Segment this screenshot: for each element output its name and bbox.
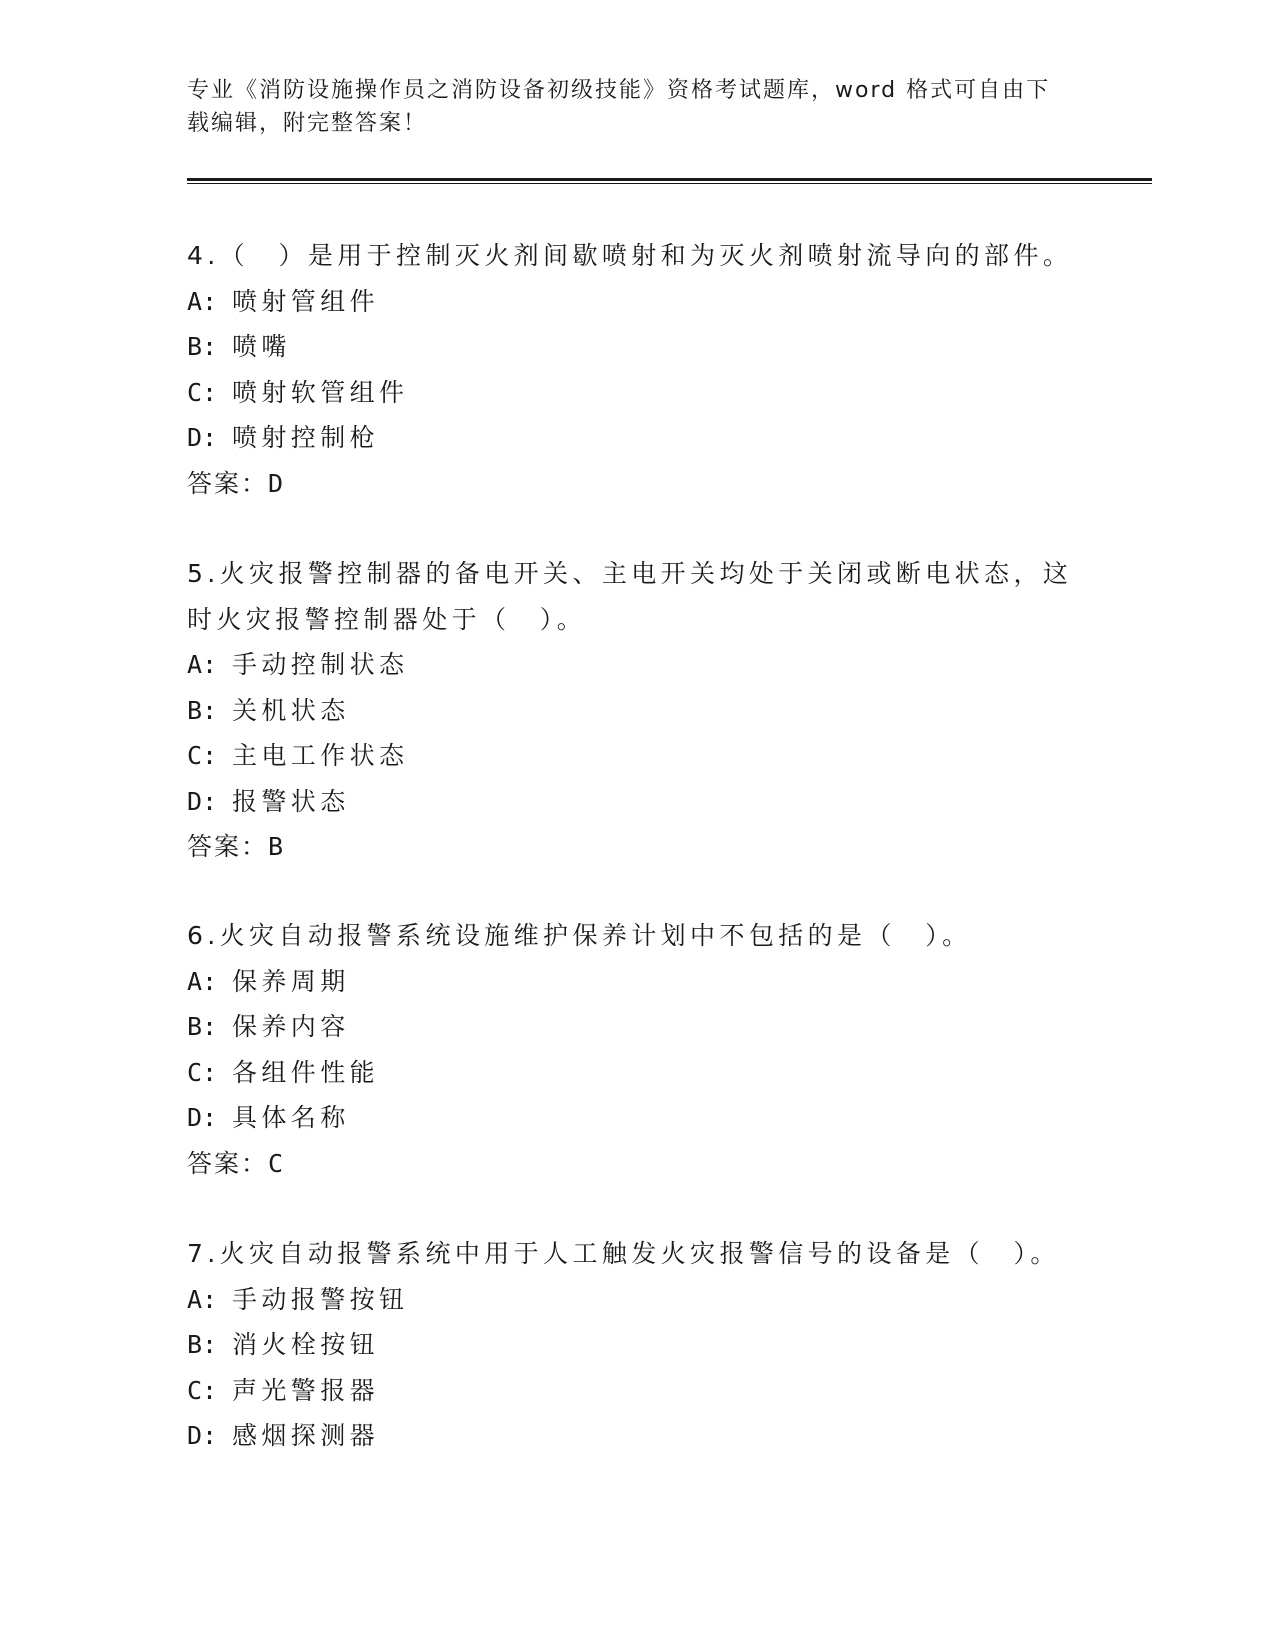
option-b: [187, 1322, 1087, 1368]
option-letter: B:: [187, 1330, 218, 1359]
option-letter: C:: [187, 1375, 218, 1405]
option-c: [187, 1050, 1087, 1096]
option-b: [187, 688, 1087, 734]
answer-label: 答案：: [187, 468, 269, 498]
option-text: 主电工作状态: [232, 741, 409, 770]
question-text: [187, 233, 1087, 279]
option-b: [187, 324, 1087, 370]
question-text: [187, 1231, 1087, 1277]
option-text: 感烟探测器: [232, 1421, 380, 1450]
option-letter: A:: [187, 966, 218, 996]
option-text: 报警状态: [232, 786, 350, 816]
answer-line: [187, 1141, 1087, 1187]
option-d: [187, 1413, 1087, 1459]
question-stem: 火灾报警控制器的备电开关、主电开关均处于关闭或断电状态，这时火灾报警控制器处于（ ）。: [187, 559, 1073, 634]
option-text: 保养周期: [232, 966, 350, 996]
question-stem: （ ）是用于控制灭火剂间歇喷射和为灭火剂喷射流导向的部件。: [219, 241, 1073, 270]
option-text: 喷射管组件: [232, 286, 380, 316]
answer-value: C: [268, 1148, 284, 1178]
option-text: 喷射软管组件: [232, 377, 409, 407]
header-divider-thin: [187, 183, 1152, 184]
option-letter: D:: [187, 786, 218, 816]
option-text: 手动报警按钮: [232, 1284, 409, 1314]
option-d: [187, 1095, 1087, 1141]
option-d: [187, 415, 1087, 461]
option-a: [187, 642, 1087, 688]
option-letter: A:: [187, 650, 218, 679]
option-letter: D:: [187, 1103, 218, 1132]
answer-line: [187, 461, 1087, 507]
option-letter: A:: [187, 286, 218, 316]
option-d: [187, 779, 1087, 825]
option-letter: C:: [187, 1057, 218, 1087]
option-text: 关机状态: [232, 695, 350, 725]
question-5: [187, 551, 1087, 870]
question-text: [187, 551, 1087, 642]
option-text: 声光警报器: [232, 1375, 380, 1405]
question-text: [187, 913, 1087, 959]
option-text: 手动控制状态: [232, 650, 409, 679]
option-b: [187, 1004, 1087, 1050]
option-c: [187, 370, 1087, 416]
option-letter: B:: [187, 1012, 218, 1041]
option-c: [187, 733, 1087, 779]
option-text: 具体名称: [232, 1103, 350, 1132]
option-c: [187, 1368, 1087, 1414]
answer-label: 答案：: [187, 832, 269, 861]
option-letter: D:: [187, 1421, 218, 1450]
question-number: 6.: [187, 921, 220, 950]
option-a: [187, 1277, 1087, 1323]
option-letter: B:: [187, 332, 218, 361]
option-text: 各组件性能: [232, 1057, 380, 1087]
answer-value: D: [268, 468, 284, 498]
option-letter: B:: [187, 695, 218, 725]
document-header: 专业《消防设施操作员之消防设备初级技能》资格考试题库，word 格式可自由下载编辑，附完整答案！: [187, 78, 1051, 136]
option-text: 喷嘴: [232, 332, 291, 361]
question-7: [187, 1231, 1087, 1459]
answer-label: 答案：: [187, 1148, 269, 1178]
answer-value: B: [268, 832, 284, 861]
option-letter: D:: [187, 423, 218, 452]
option-letter: C:: [187, 741, 218, 770]
option-text: 喷射控制枪: [232, 423, 380, 452]
header-divider-thick: [187, 178, 1152, 181]
question-6: [187, 913, 1087, 1186]
option-a: [187, 959, 1087, 1005]
option-letter: C:: [187, 377, 218, 407]
option-text: 保养内容: [232, 1012, 350, 1041]
question-stem: 火灾自动报警系统中用于人工触发火灾报警信号的设备是（ ）。: [219, 1239, 1060, 1268]
option-letter: A:: [187, 1284, 218, 1314]
answer-line: [187, 824, 1087, 870]
question-4: [187, 233, 1087, 506]
question-number: 5.: [187, 559, 220, 588]
option-a: [187, 279, 1087, 325]
option-text: 消火栓按钮: [232, 1330, 380, 1359]
question-stem: 火灾自动报警系统设施维护保养计划中不包括的是（ ）。: [219, 921, 972, 950]
question-number: 4.: [187, 241, 220, 270]
question-number: 7.: [187, 1239, 220, 1268]
